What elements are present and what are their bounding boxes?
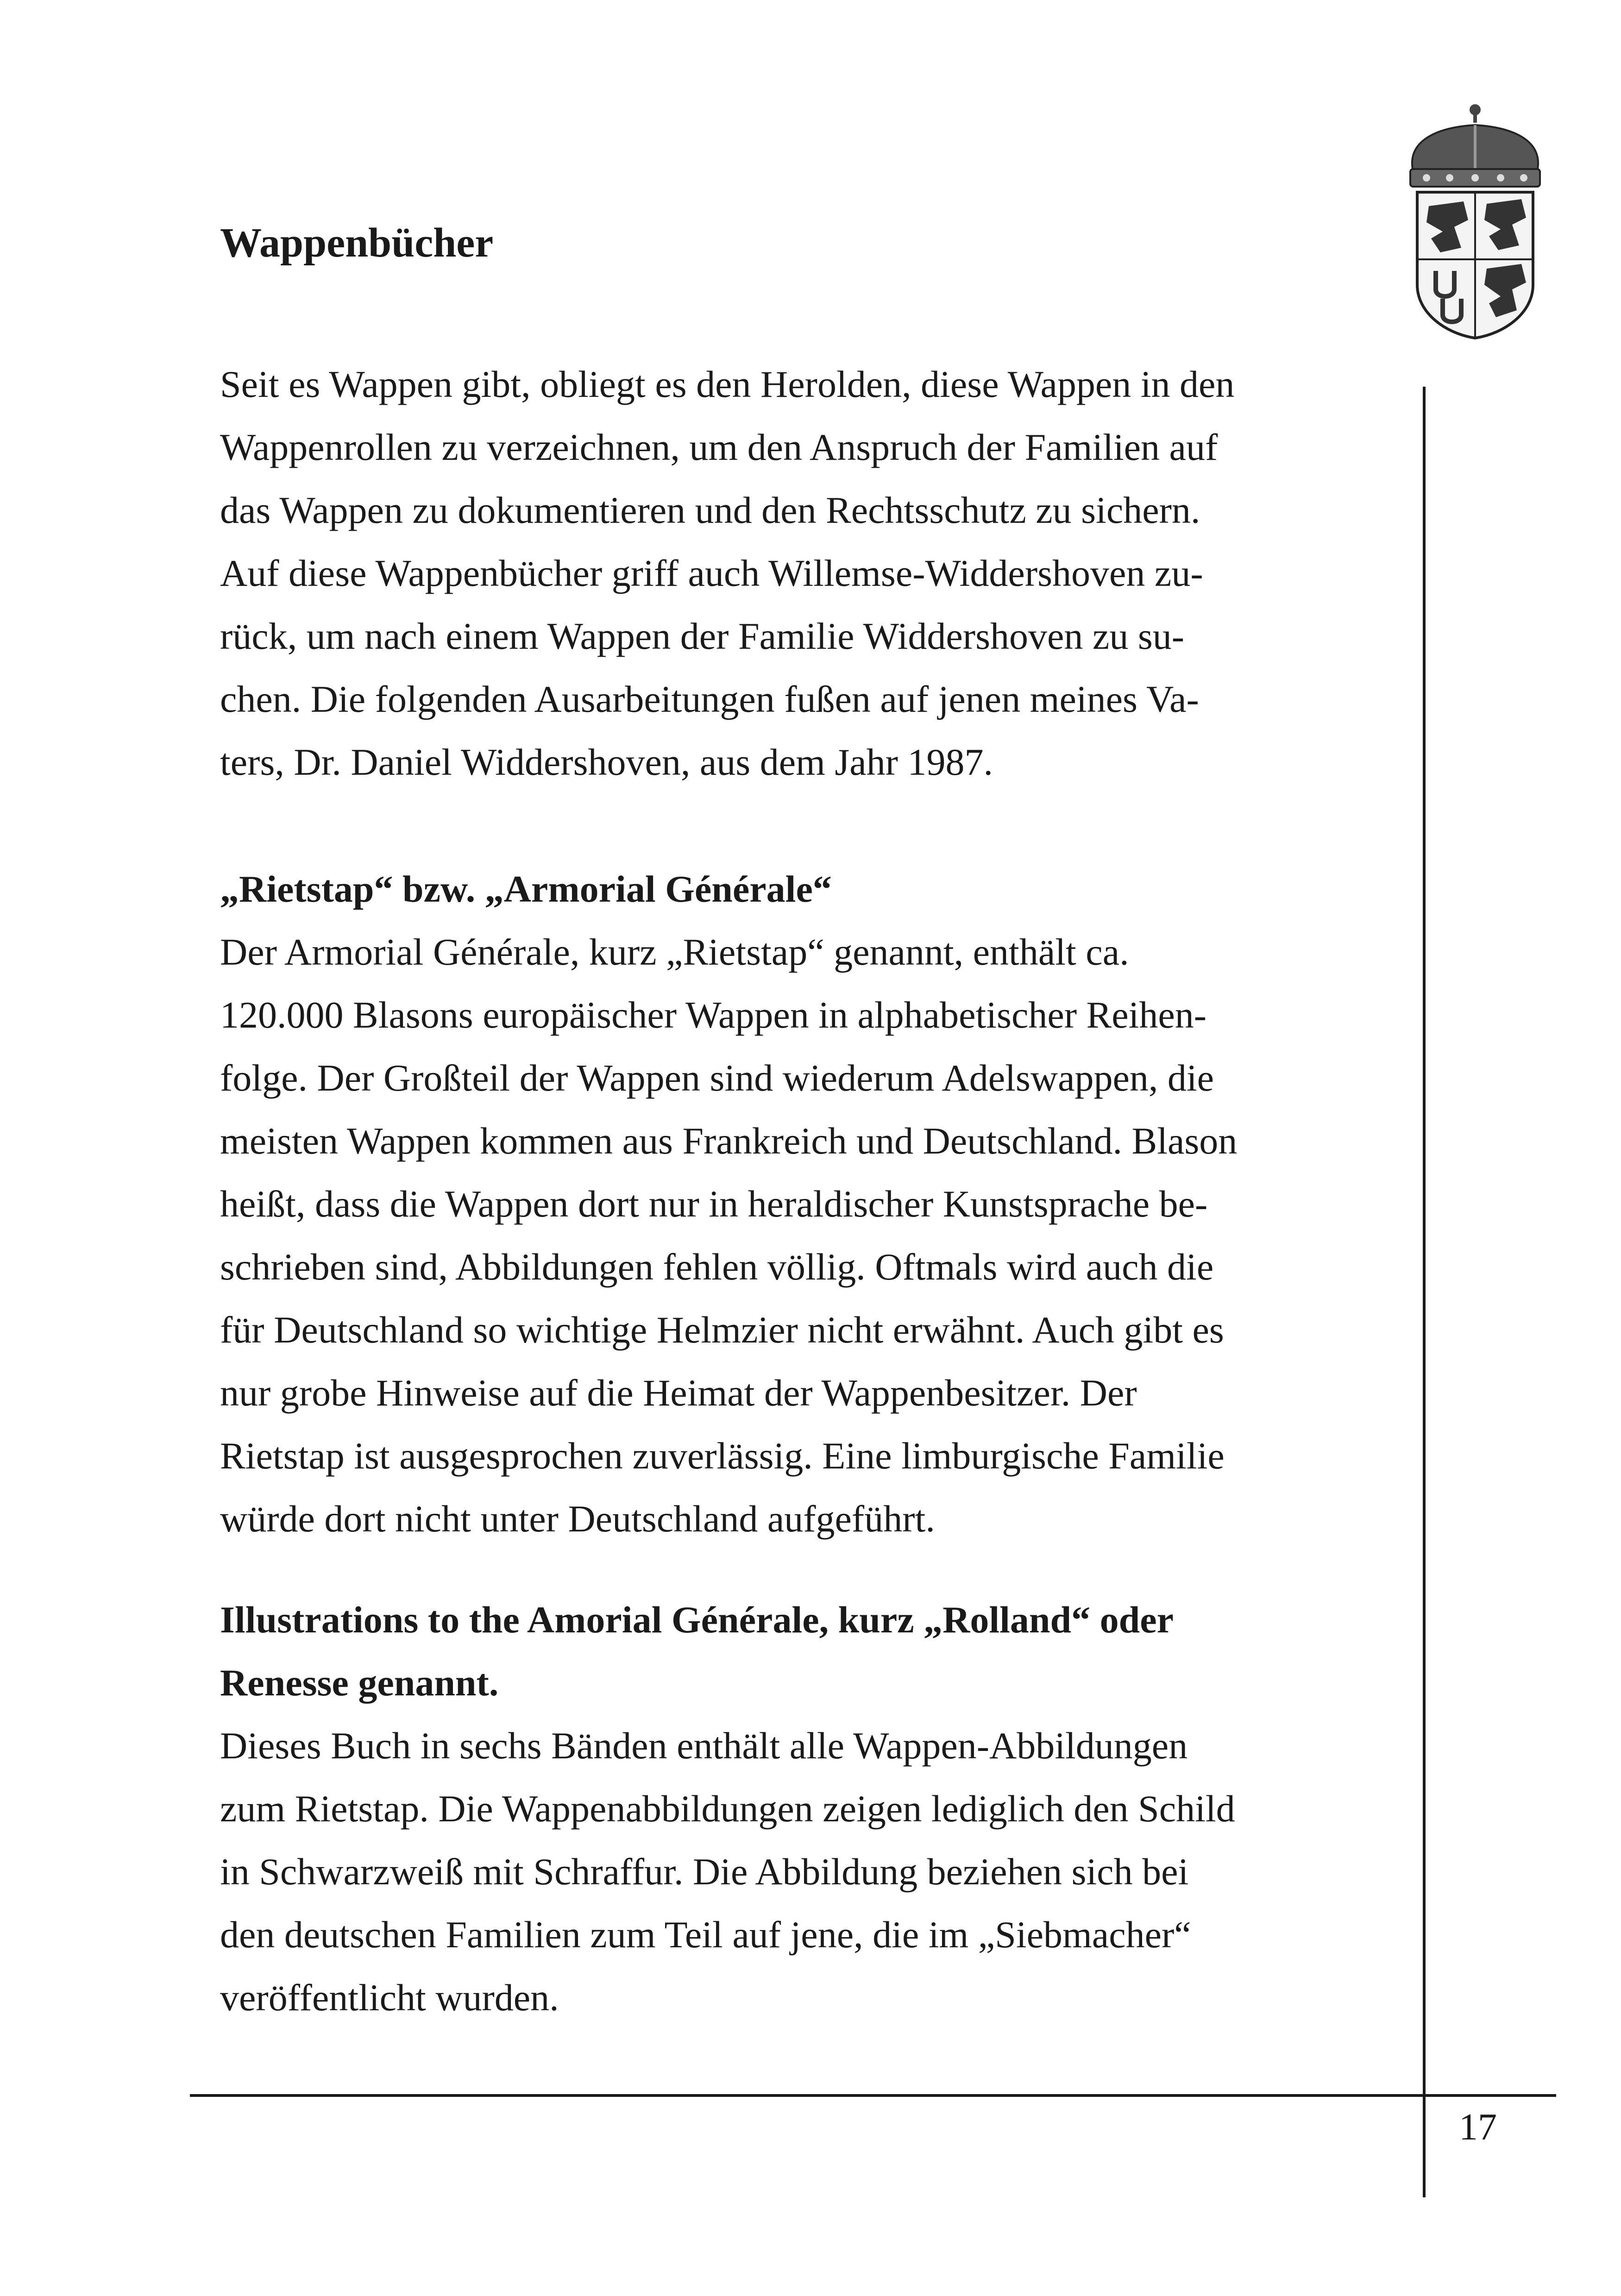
text-line: den deutschen Familien zum Teil auf jene, die im „Siebmacher“: [220, 1913, 1191, 1956]
text-line: Seit es Wappen gibt, obliegt es den Herolden, diese Wappen in den: [220, 363, 1235, 405]
text-line: das Wappen zu dokumentieren und den Rechtsschutz zu sichern.: [220, 489, 1200, 531]
section-heading: Illustrations to the Amorial Générale, kurz „Rolland“ oder: [220, 1599, 1174, 1641]
intro-paragraph: [220, 353, 1406, 794]
section-rietstap: [220, 858, 1406, 1550]
text-line: meisten Wappen kommen aus Frankreich und Deutschland. Blason: [220, 1120, 1238, 1162]
horizontal-rule: [190, 2094, 1556, 2097]
text-line: Wappenrollen zu verzeichnen, um den Anspruch der Familien auf: [220, 426, 1218, 468]
text-line: zum Rietstap. Die Wappenabbildungen zeigen lediglich den Schild: [220, 1788, 1235, 1830]
section-heading: Renesse genannt.: [220, 1662, 499, 1704]
text-line: 120.000 Blasons europäischer Wappen in alphabetischer Reihen-: [220, 994, 1207, 1036]
text-line: chen. Die folgenden Ausarbeitungen fußen auf jenen meines Va-: [220, 678, 1199, 720]
section-rolland: [220, 1588, 1406, 2029]
text-line: in Schwarzweiß mit Schraffur. Die Abbildung beziehen sich bei: [220, 1851, 1189, 1893]
shield-icon: [1417, 192, 1533, 338]
page-title: Wappenbücher: [220, 220, 494, 266]
text-line: veröffentlicht wurden.: [220, 1976, 559, 2019]
crown-icon: [1410, 104, 1540, 187]
text-line: nur grobe Hinweise auf die Heimat der Wappenbesitzer. Der: [220, 1372, 1137, 1414]
text-line: folge. Der Großteil der Wappen sind wiederum Adelswappen, die: [220, 1057, 1214, 1099]
text-line: für Deutschland so wichtige Helmzier nicht erwähnt. Auch gibt es: [220, 1309, 1224, 1351]
text-line: rück, um nach einem Wappen der Familie Widdershoven zu su-: [220, 615, 1185, 657]
vertical-rule: [1423, 387, 1426, 2197]
text-line: Auf diese Wappenbücher griff auch Willemse-Widdershoven zu-: [220, 552, 1203, 594]
text-line: Rietstap ist ausgesprochen zuverlässig. Eine limburgische Familie: [220, 1435, 1225, 1477]
section-heading: „Rietstap“ bzw. „Armorial Générale“: [220, 868, 832, 910]
text-line: schrieben sind, Abbildungen fehlen völlig. Oftmals wird auch die: [220, 1246, 1214, 1288]
text-line: Der Armorial Générale, kurz „Rietstap“ genannt, enthält ca.: [220, 931, 1129, 973]
coat-of-arms-icon: [1399, 100, 1552, 340]
text-line: ters, Dr. Daniel Widdershoven, aus dem Jahr 1987.: [220, 741, 993, 783]
page-number: 17: [1459, 2106, 1497, 2148]
text-line: heißt, dass die Wappen dort nur in heraldischer Kunstsprache be-: [220, 1183, 1208, 1225]
text-line: Dieses Buch in sechs Bänden enthält alle Wappen-Abbildungen: [220, 1725, 1188, 1767]
text-line: würde dort nicht unter Deutschland aufgeführt.: [220, 1498, 935, 1540]
